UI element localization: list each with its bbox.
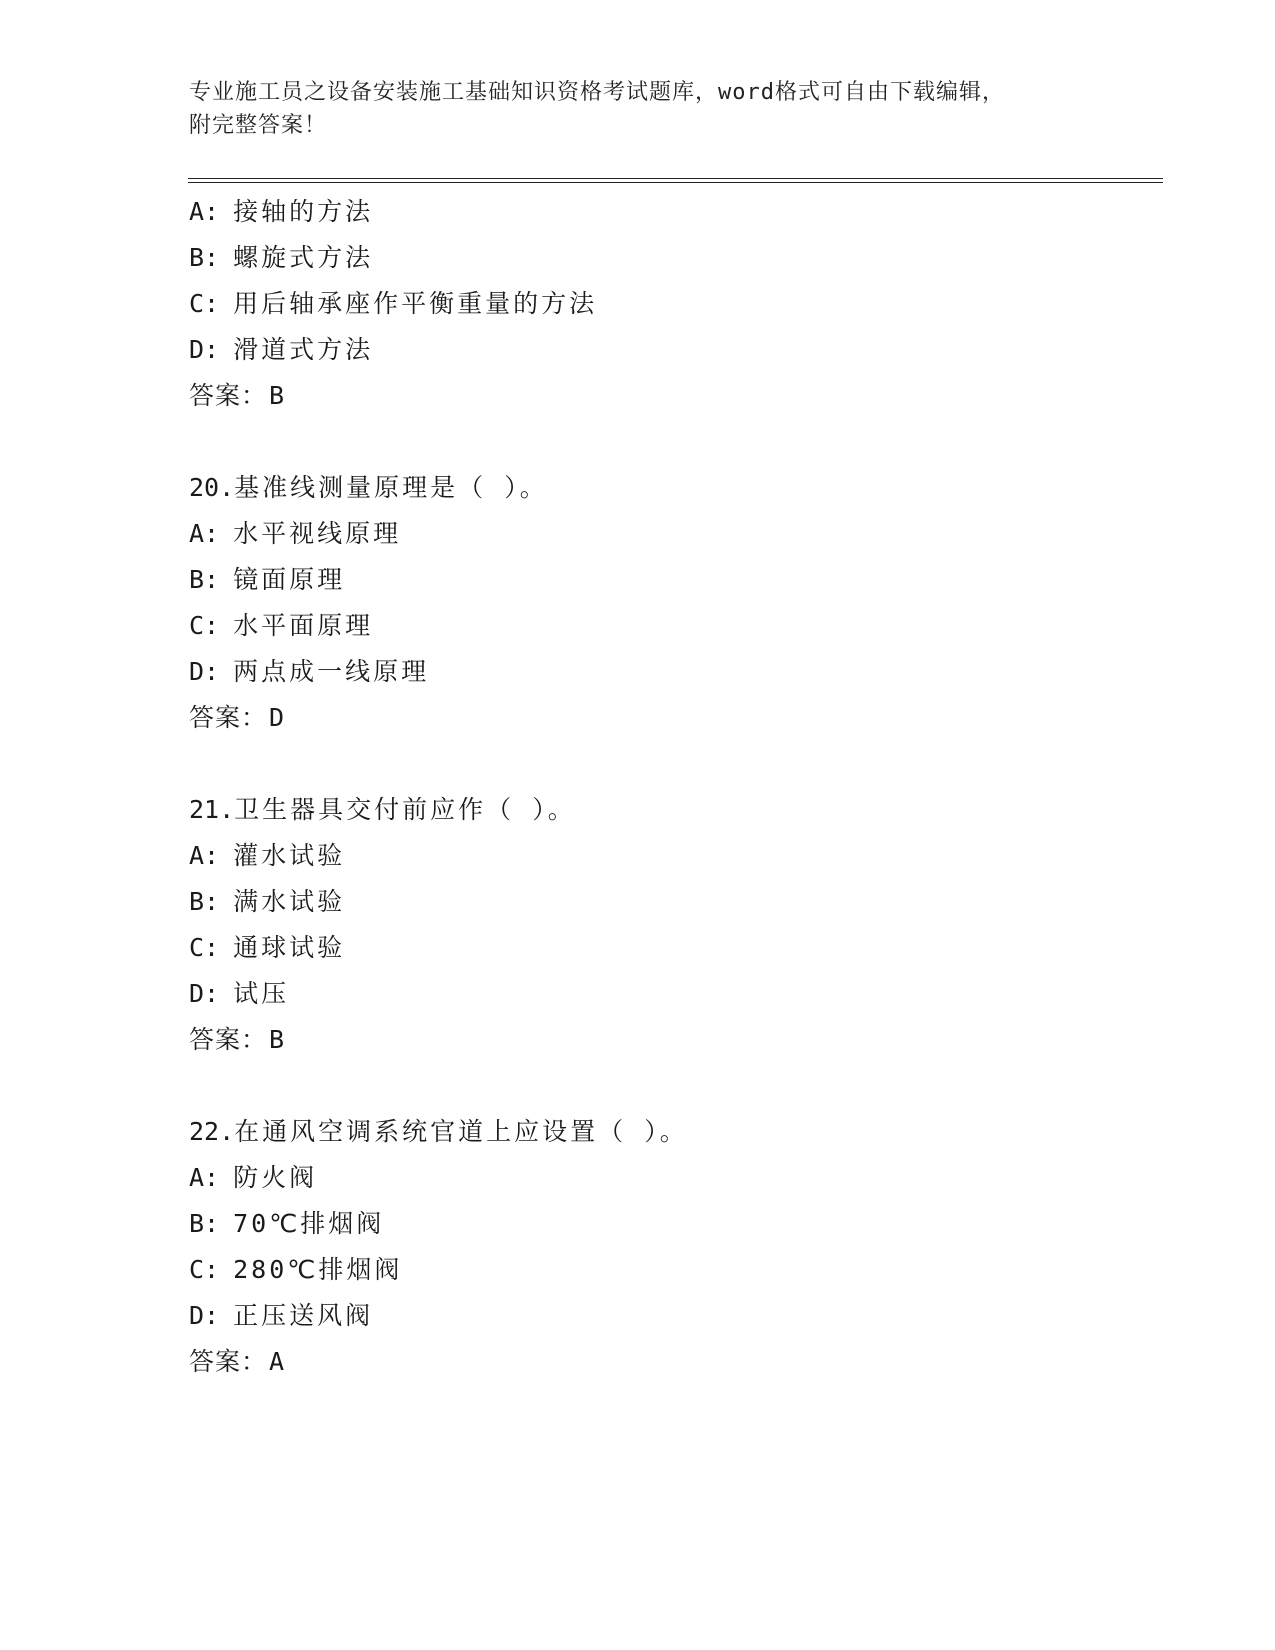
page-header — [189, 76, 1089, 142]
question-21 — [189, 787, 1149, 1063]
option-text: 螺旋式方法 — [233, 243, 374, 272]
option-d — [189, 1293, 1149, 1339]
option-b — [189, 235, 1149, 281]
option-d — [189, 649, 1149, 695]
question-number: 22. — [189, 1117, 235, 1146]
option-letter: A: — [189, 197, 220, 226]
option-text: 通球试验 — [233, 933, 346, 962]
option-a — [189, 833, 1149, 879]
option-a — [189, 189, 1149, 235]
header-line-2: 附完整答案！ — [189, 113, 328, 138]
option-letter: C: — [189, 1255, 220, 1284]
answer-value: A — [269, 1347, 286, 1376]
option-letter: A: — [189, 841, 220, 870]
question-list — [189, 189, 1149, 1385]
question-number: 20. — [189, 473, 235, 502]
option-letter: A: — [189, 1163, 220, 1192]
spacer — [189, 419, 1149, 465]
option-letter: A: — [189, 519, 220, 548]
option-text: 镜面原理 — [233, 565, 346, 594]
question-19-continued — [189, 189, 1149, 419]
answer-line — [189, 1339, 1149, 1385]
answer-label: 答案： — [189, 381, 268, 410]
question-text: 卫生器具交付前应作（ ）。 — [234, 795, 576, 824]
header-divider — [188, 178, 1163, 183]
option-letter: B: — [189, 243, 220, 272]
option-d — [189, 327, 1149, 373]
option-c — [189, 281, 1149, 327]
answer-label: 答案： — [189, 1347, 268, 1376]
option-letter: D: — [189, 335, 220, 364]
option-letter: C: — [189, 933, 220, 962]
option-b — [189, 879, 1149, 925]
answer-label: 答案： — [189, 703, 268, 732]
answer-line — [189, 1017, 1149, 1063]
option-c — [189, 1247, 1149, 1293]
option-text: 水平面原理 — [233, 611, 374, 640]
answer-line — [189, 373, 1149, 419]
option-b — [189, 557, 1149, 603]
option-text: 灌水试验 — [233, 841, 346, 870]
option-letter: D: — [189, 657, 220, 686]
option-text: 两点成一线原理 — [233, 657, 430, 686]
question-22 — [189, 1109, 1149, 1385]
option-text: 正压送风阀 — [233, 1301, 374, 1330]
option-letter: D: — [189, 1301, 220, 1330]
option-text: 试压 — [233, 979, 290, 1008]
option-letter: C: — [189, 289, 220, 318]
option-text: 滑道式方法 — [233, 335, 374, 364]
option-letter: B: — [189, 1209, 220, 1238]
header-line-1: 专业施工员之设备安装施工基础知识资格考试题库，word格式可自由下载编辑， — [189, 80, 1005, 105]
option-text: 70℃排烟阀 — [233, 1209, 385, 1238]
option-b — [189, 1201, 1149, 1247]
spacer — [189, 741, 1149, 787]
question-stem — [189, 1109, 1149, 1155]
option-c — [189, 925, 1149, 971]
question-text: 在通风空调系统官道上应设置（ ）。 — [234, 1117, 688, 1146]
spacer — [189, 1063, 1149, 1109]
option-text: 用后轴承座作平衡重量的方法 — [233, 289, 598, 318]
option-text: 水平视线原理 — [233, 519, 402, 548]
option-text: 防火阀 — [233, 1163, 318, 1192]
option-d — [189, 971, 1149, 1017]
option-letter: B: — [189, 887, 220, 916]
option-a — [189, 511, 1149, 557]
option-text: 满水试验 — [233, 887, 346, 916]
answer-value: D — [269, 703, 286, 732]
answer-value: B — [269, 381, 286, 410]
answer-line — [189, 695, 1149, 741]
question-stem — [189, 787, 1149, 833]
option-text: 接轴的方法 — [233, 197, 374, 226]
option-letter: D: — [189, 979, 220, 1008]
option-c — [189, 603, 1149, 649]
question-20 — [189, 465, 1149, 741]
option-letter: B: — [189, 565, 220, 594]
question-number: 21. — [189, 795, 235, 824]
option-a — [189, 1155, 1149, 1201]
answer-value: B — [269, 1025, 286, 1054]
answer-label: 答案： — [189, 1025, 268, 1054]
question-text: 基准线测量原理是（ ）。 — [234, 473, 548, 502]
question-stem — [189, 465, 1149, 511]
option-text: 280℃排烟阀 — [233, 1255, 403, 1284]
option-letter: C: — [189, 611, 220, 640]
